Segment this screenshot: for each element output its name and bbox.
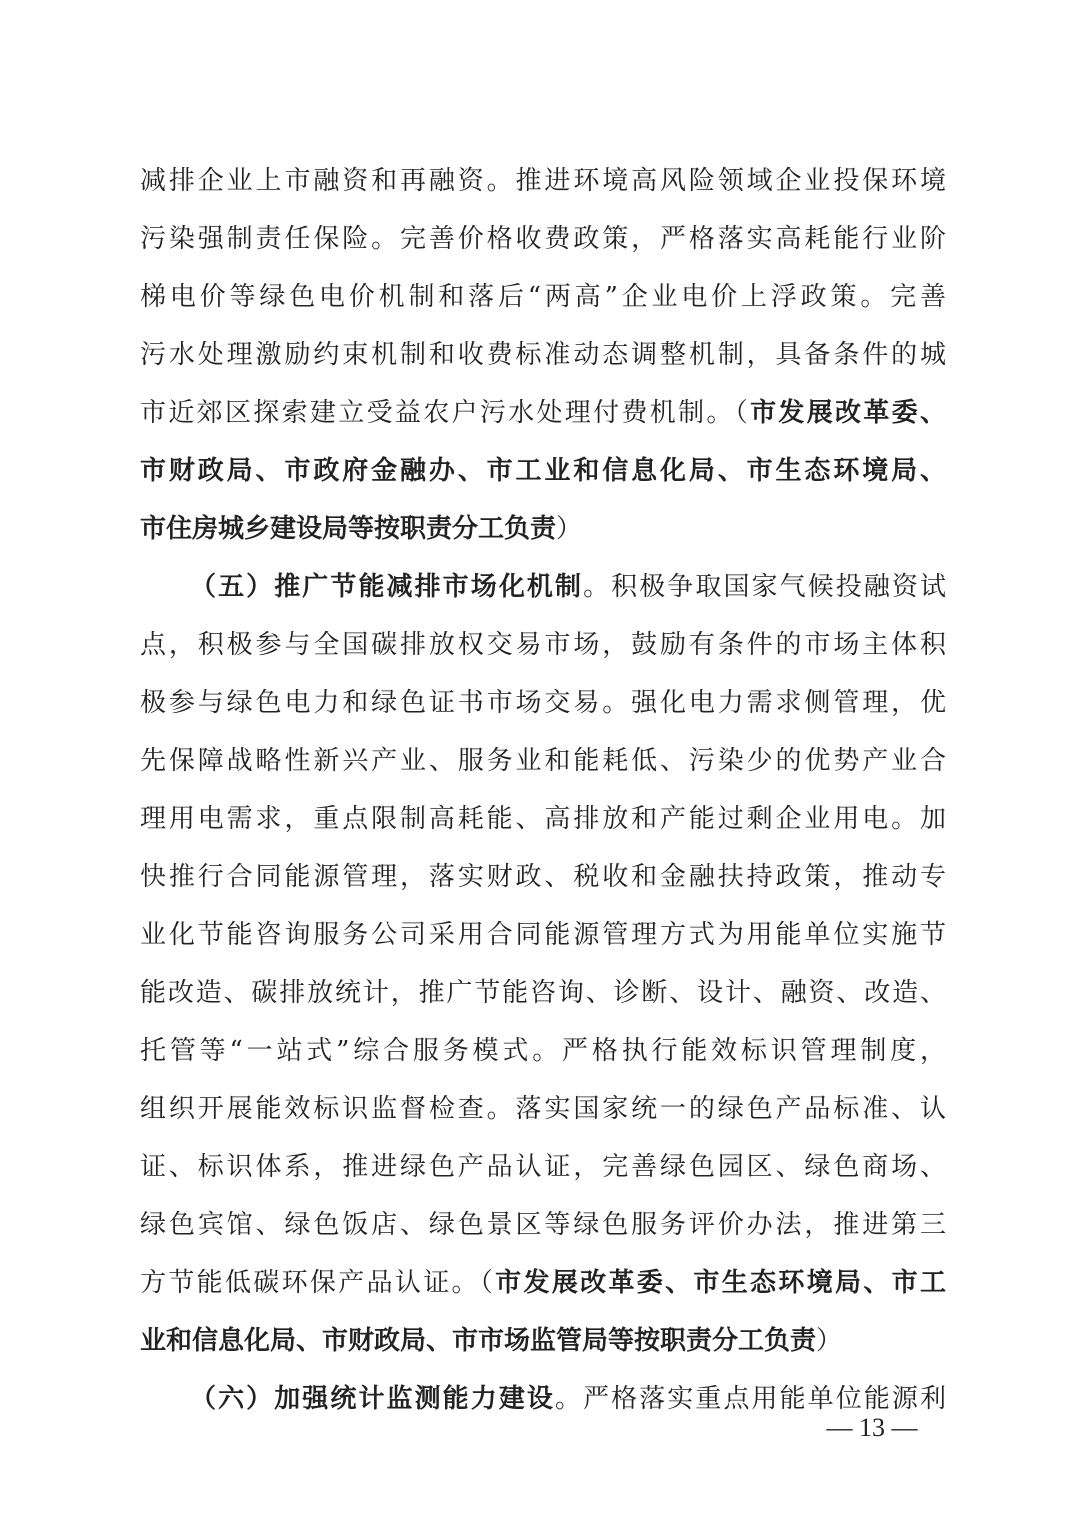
text-segment: 。积极争取国家气候投融资试 <box>583 572 946 602</box>
text-segment: 。严格落实重点用能单位能源利 <box>555 1384 946 1414</box>
text-line <box>140 1254 946 1312</box>
text-segment: 理用电需求，重点限制高耗能、高排放和产能过剩企业用电。加 <box>140 804 946 834</box>
page-number: — 13 — <box>826 1413 918 1442</box>
text-segment: 先保障战略性新兴产业、服务业和能耗低、污染少的优势产业合 <box>140 746 946 776</box>
text-line <box>140 906 946 964</box>
text-line <box>140 732 946 790</box>
text-line <box>140 1312 946 1370</box>
text-line <box>140 1022 946 1080</box>
bold-text-segment: 业和信息化局、市财政局、市市场监管局等按职责分工负责 <box>140 1326 817 1356</box>
bold-text-segment: 市住房城乡建设局等按职责分工负责 <box>140 514 557 544</box>
text-segment: 污染强制责任保险。完善价格收费政策，严格落实高耗能行业阶 <box>140 224 946 254</box>
document-body <box>140 152 946 1428</box>
text-line <box>140 442 946 500</box>
text-line <box>140 1080 946 1138</box>
text-segment: 快推行合同能源管理，落实财政、税收和金融扶持政策，推动专 <box>140 862 946 892</box>
text-segment: ） <box>816 1326 843 1356</box>
text-segment: 梯电价等绿色电价机制和落后“两高”企业电价上浮政策。完善 <box>140 282 946 312</box>
text-line <box>140 152 946 210</box>
text-segment: 减排企业上市融资和再融资。推进环境高风险领域企业投保环境 <box>140 166 946 196</box>
text-segment: 能改造、碳排放统计，推广节能咨询、诊断、设计、融资、改造、 <box>140 978 946 1008</box>
text-line <box>140 790 946 848</box>
text-line <box>140 616 946 674</box>
text-segment: 证、标识体系，推进绿色产品认证，完善绿色园区、绿色商场、 <box>140 1152 946 1182</box>
text-line <box>140 326 946 384</box>
text-segment: 点，积极参与全国碳排放权交易市场，鼓励有条件的市场主体积 <box>140 630 946 660</box>
text-line <box>140 1138 946 1196</box>
text-segment: 业化节能咨询服务公司采用合同能源管理方式为用能单位实施节 <box>140 920 946 950</box>
bold-text-segment: （五）推广节能减排市场化机制 <box>190 572 584 602</box>
text-line <box>140 210 946 268</box>
text-segment: 绿色宾馆、绿色饭店、绿色景区等绿色服务评价办法，推进第三 <box>140 1210 946 1240</box>
text-line <box>140 674 946 732</box>
text-line <box>140 500 946 558</box>
text-line <box>140 1196 946 1254</box>
bold-text-segment: （六）加强统计监测能力建设 <box>190 1384 555 1414</box>
text-line <box>140 268 946 326</box>
text-line <box>140 964 946 1022</box>
text-segment: 组织开展能效标识监督检查。落实国家统一的绿色产品标准、认 <box>140 1094 946 1124</box>
text-segment: 市近郊区探索建立受益农户污水处理付费机制。（ <box>140 398 751 428</box>
text-line <box>140 848 946 906</box>
bold-text-segment: 市发展改革委、市生态环境局、市工 <box>495 1268 946 1298</box>
text-segment: 托管等“一站式”综合服务模式。严格执行能效标识管理制度， <box>140 1036 946 1066</box>
bold-text-segment: 市发展改革委、 <box>750 398 946 428</box>
text-segment: ） <box>556 514 583 544</box>
text-segment: 污水处理激励约束机制和收费标准动态调整机制，具备条件的城 <box>140 340 946 370</box>
text-segment: 极参与绿色电力和绿色证书市场交易。强化电力需求侧管理，优 <box>140 688 946 718</box>
text-segment: 方节能低碳环保产品认证。（ <box>140 1268 496 1298</box>
text-line <box>140 384 946 442</box>
bold-text-segment: 市财政局、市政府金融办、市工业和信息化局、市生态环境局、 <box>140 456 946 486</box>
text-line <box>140 558 946 616</box>
